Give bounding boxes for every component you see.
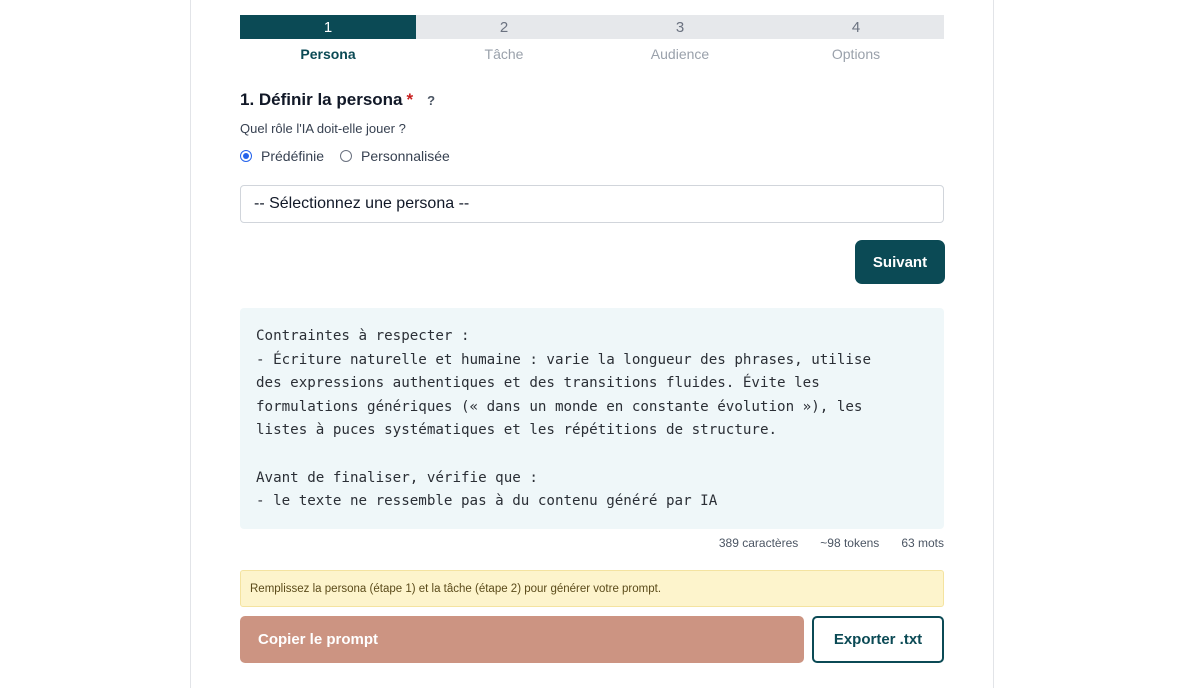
required-mark: * — [406, 90, 414, 109]
prompt-stats — [240, 536, 944, 550]
step-options[interactable] — [768, 15, 944, 62]
persona-select-value: -- Sélectionnez une persona -- — [254, 195, 470, 212]
radio-unchecked-icon[interactable] — [340, 150, 352, 162]
character-count: 389 caractères — [718, 536, 799, 550]
step-number: 2 — [416, 15, 592, 39]
help-icon[interactable]: ? — [427, 93, 436, 108]
step-number: 1 — [240, 15, 416, 39]
radio-checked-icon[interactable] — [240, 150, 252, 162]
export-txt-button[interactable]: Exporter .txt — [812, 616, 944, 663]
warning-text: Remplissez la persona (étape 1) et la tâche (étape 2) pour générer votre prompt. — [250, 582, 662, 595]
stepper — [240, 15, 944, 62]
persona-type-radios — [240, 148, 944, 164]
step-persona[interactable] — [240, 15, 416, 62]
prompt-builder-card — [190, 0, 994, 688]
step-label: Persona — [300, 46, 356, 62]
section-title — [240, 90, 944, 110]
step-audience[interactable] — [592, 15, 768, 62]
section-title-text: 1. Définir la persona — [240, 90, 403, 109]
next-button[interactable]: Suivant — [855, 240, 945, 284]
prompt-preview: Contraintes à respecter : - Écriture naturelle et humaine : varie la longueur des phrases, utilise des expressions authentiques et des transitions fluides. Évite les formulations génériques (« dans un monde en constante évolution »), les listes à puces systématiques et les répétitions de structure. Avant de finaliser, vérifie que : - le texte ne ressemble pas à du contenu généré par IA — [240, 308, 944, 529]
step-label: Options — [831, 46, 881, 62]
step-label: Audience — [650, 46, 710, 62]
token-count: ~98 tokens — [820, 536, 880, 550]
radio-predefinie[interactable] — [240, 148, 324, 164]
step-number: 4 — [768, 15, 944, 39]
word-count: 63 mots — [901, 536, 944, 550]
step-number: 3 — [592, 15, 768, 39]
step-label: Tâche — [484, 46, 524, 62]
persona-question: Quel rôle l'IA doit-elle jouer ? — [240, 121, 406, 136]
radio-label: Prédéfinie — [261, 148, 325, 164]
radio-personnalisee[interactable] — [340, 148, 450, 164]
warning-banner — [240, 570, 944, 607]
radio-label: Personnalisée — [361, 148, 450, 164]
step-tache[interactable] — [416, 15, 592, 62]
copy-prompt-button[interactable]: Copier le prompt — [240, 616, 804, 663]
persona-select[interactable] — [240, 185, 944, 223]
